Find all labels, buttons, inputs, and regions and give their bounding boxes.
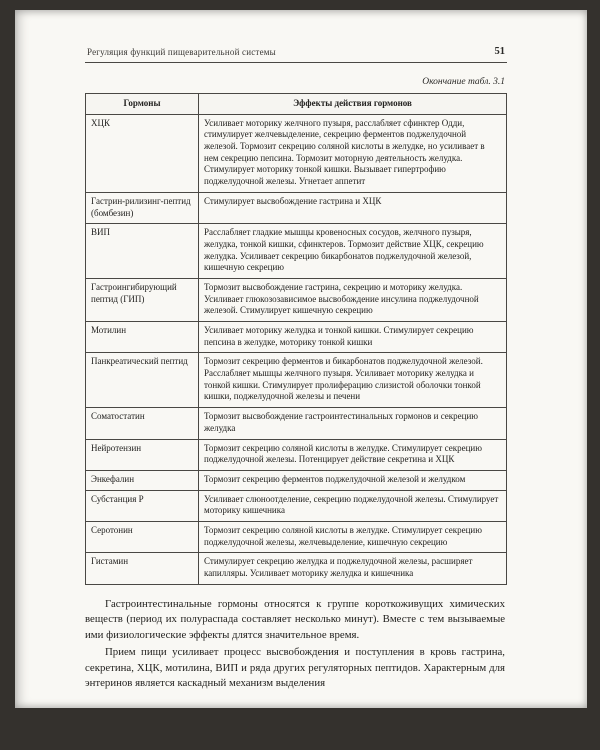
- table-row: [86, 553, 507, 584]
- effect-cell: Тормозит высвобождение гастроинтестинальных гормонов и секрецию желудка: [199, 408, 507, 439]
- effect-cell: Тормозит секрецию ферментов и бикарбонатов поджелудочной железой. Расслабляет мышцы желчного пузыря. Усиливает моторику желудка и тонкой кишки. Стимулирует пролиферацию слизистой оболочки тонкой кишки, поджелудочной железы и печени: [199, 353, 507, 408]
- effect-cell: Стимулирует секрецию желудка и поджелудочной железы, расширяет капилляры. Усиливает моторику желудка и кишечника: [199, 553, 507, 584]
- hormone-cell: Гастрин-рилизинг-пептид (бомбезин): [86, 192, 199, 223]
- table-row: [86, 322, 507, 353]
- body-paragraph: Гастроинтестинальные гормоны относятся к группе короткоживущих химических веществ (период их полураспада составляет несколько минут). Вместе с тем вызываемые ими физиологические эффекты длятся значительное время.: [85, 597, 505, 641]
- effect-cell: Усиливает моторику желчного пузыря, расслабляет сфинктер Одди, стимулирует желчевыделение, секрецию ферментов поджелудочной железой. Тормозит секрецию соляной кислоты в желудке, но усиливает в нем секрецию пепсина. Тормозит моторную деятельность желудка. Стимулирует моторику тонкой кишки. Вызывает гипертрофию поджелудочной железы. Угнетает аппетит: [199, 114, 507, 192]
- hormones-table: [85, 93, 507, 585]
- table-row: [86, 278, 507, 321]
- hormone-cell: Панкреатический пептид: [86, 353, 199, 408]
- hormone-cell: Субстанция Р: [86, 490, 199, 521]
- table-row: [86, 521, 507, 552]
- table-row: [86, 192, 507, 223]
- table-row: [86, 470, 507, 490]
- body-paragraph: Прием пищи усиливает процесс высвобождения и поступления в кровь гастрина, секретина, ХЦК, мотилина, ВИП и ряда других регуляторных пептидов. Характерным для энтеринов является каскадный механизм выделения: [85, 646, 505, 690]
- header-row: [86, 94, 507, 115]
- column-header-hormones: Гормоны: [86, 94, 199, 115]
- effect-cell: Тормозит секрецию ферментов поджелудочной железой и желудком: [199, 470, 507, 490]
- hormone-cell: Гистамин: [86, 553, 199, 584]
- running-title: Регуляция функций пищеварительной системы: [87, 47, 276, 57]
- effect-cell: Расслабляет гладкие мышцы кровеносных сосудов, желчного пузыря, желудка, тонкой кишки, сфинктеров. Тормозит действие ХЦК, секрецию желудка. Усиливает секрецию бикарбонатов поджелудочной железой, кишечную секрецию: [199, 224, 507, 279]
- hormone-cell: ВИП: [86, 224, 199, 279]
- hormone-cell: Мотилин: [86, 322, 199, 353]
- hormone-cell: Серотонин: [86, 521, 199, 552]
- table-row: [86, 353, 507, 408]
- effect-cell: Стимулирует высвобождение гастрина и ХЦК: [199, 192, 507, 223]
- table-row: [86, 224, 507, 279]
- effect-cell: Тормозит высвобождение гастрина, секрецию и моторику желудка. Усиливает глюкозозависимое высвобождение инсулина поджелудочной железой. Стимулирует кишечную секрецию: [199, 278, 507, 321]
- column-header-effects: Эффекты действия гормонов: [199, 94, 507, 115]
- hormone-cell: ХЦК: [86, 114, 199, 192]
- effect-cell: Усиливает слюноотделение, секрецию поджелудочной железы. Стимулирует моторику кишечника: [199, 490, 507, 521]
- page-number: 51: [494, 46, 505, 57]
- page-content: [15, 10, 587, 692]
- table-head: [86, 94, 507, 115]
- hormone-cell: Нейротензин: [86, 439, 199, 470]
- effect-cell: Тормозит секрецию соляной кислоты в желудке. Стимулирует секрецию поджелудочной железы. Потенцирует действие секретина и ХЦК: [199, 439, 507, 470]
- table-body: [86, 114, 507, 584]
- table-row: [86, 408, 507, 439]
- running-header: [85, 46, 507, 63]
- effect-cell: Тормозит секрецию соляной кислоты в желудке. Стимулирует секрецию поджелудочной железы, желчевыделение, кишечную секрецию: [199, 521, 507, 552]
- hormone-cell: Гастроингибирующий пептид (ГИП): [86, 278, 199, 321]
- hormone-cell: Соматостатин: [86, 408, 199, 439]
- table-row: [86, 490, 507, 521]
- hormone-cell: Энкефалин: [86, 470, 199, 490]
- table-row: [86, 114, 507, 192]
- table-row: [86, 439, 507, 470]
- page: [15, 10, 587, 708]
- table-caption: Окончание табл. 3.1: [422, 77, 505, 87]
- effect-cell: Усиливает моторику желудка и тонкой кишки. Стимулирует секрецию пепсина в желудке, моторику тонкой кишки: [199, 322, 507, 353]
